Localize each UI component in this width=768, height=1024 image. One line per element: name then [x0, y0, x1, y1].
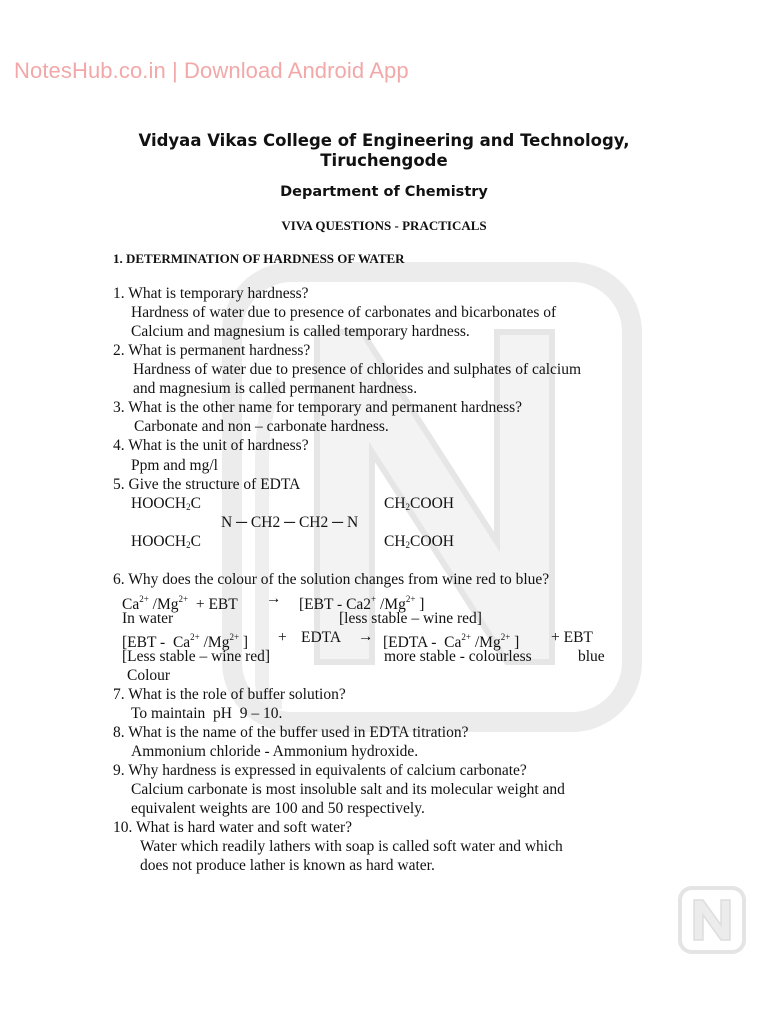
question-6: 6. Why does the colour of the solution changes from wine red to blue?	[113, 571, 550, 588]
answer-2-line2: and magnesium is called permanent hardness.	[133, 380, 418, 397]
answer-3: Carbonate and non – carbonate hardness.	[134, 418, 389, 435]
colour-label: Colour	[127, 667, 171, 684]
blue-label: blue	[578, 648, 605, 665]
department-heading: Department of Chemistry	[280, 184, 488, 200]
edta-top-left: $HOOCH_2C$	[131, 495, 201, 512]
equation-2-rhs: [EDTA - $Ca^{2+}$ $/Mg^{2+}$ ]	[383, 632, 520, 651]
less-stable-label-1: [less stable – wine red]	[339, 610, 482, 627]
equation-1-arrow: →	[266, 590, 282, 607]
answer-9-line2: equivalent weights are 100 and 50 respectively.	[131, 800, 425, 817]
question-2: 2. What is permanent hardness?	[113, 342, 311, 359]
question-10: 10. What is hard water and soft water?	[113, 819, 353, 836]
question-7: 7. What is the role of buffer solution?	[113, 686, 346, 703]
equation-1-lhs: $Ca^{2+}$ $/Mg^{2+}$ + EBT	[122, 594, 238, 613]
in-water-label: In water	[122, 610, 174, 627]
edta-bottom-left: $HOOCH_2C$	[131, 533, 201, 550]
more-stable-label: more stable - colourless	[384, 648, 532, 665]
edta-top-right: $CH_2COOH$	[384, 495, 454, 512]
watermark-text: NotesHub.co.in | Download Android App	[14, 58, 409, 83]
question-8: 8. What is the name of the buffer used in EDTA titration?	[113, 724, 469, 741]
equation-2-lhs: [$EBT - Ca^{2+}$ $/Mg^{2+}$ ]	[122, 632, 249, 651]
answer-4: Ppm and mg/l	[131, 457, 218, 474]
college-name-line2: Tiruchengode	[320, 151, 448, 170]
section-heading: 1. DETERMINATION OF HARDNESS OF WATER	[113, 251, 405, 266]
answer-2-line1: Hardness of water due to presence of chlorides and sulphates of calcium	[133, 361, 582, 378]
equation-2-ebt: + EBT	[551, 629, 593, 646]
equation-2-arrow: →	[358, 628, 374, 645]
answer-1-line1: Hardness of water due to presence of carbonates and bicarbonates of	[131, 304, 557, 321]
question-9: 9. Why hardness is expressed in equivalents of calcium carbonate?	[113, 762, 527, 779]
edta-center-chain: N ─ CH2 ─ CH2 ─ N	[221, 514, 359, 531]
question-3: 3. What is the other name for temporary and permanent hardness?	[113, 399, 523, 416]
corner-logo-icon	[676, 884, 748, 956]
equation-2-plus: +	[278, 629, 287, 646]
answer-10-line1: Water which readily lathers with soap is called soft water and which	[140, 838, 563, 855]
edta-bottom-right: $CH_2COOH$	[384, 533, 454, 550]
answer-7: To maintain pH 9 – 10.	[131, 705, 283, 722]
college-name-line1: Vidyaa Vikas College of Engineering and Technology,	[138, 131, 630, 150]
question-1: 1. What is temporary hardness?	[113, 285, 309, 302]
less-stable-label-2: [Less stable – wine red]	[122, 648, 271, 665]
question-5: 5. Give the structure of EDTA	[113, 476, 301, 493]
equation-2-edta: EDTA	[301, 629, 342, 646]
answer-9-line1: Calcium carbonate is most insoluble salt and its molecular weight and	[131, 781, 565, 798]
answer-10-line2: does not produce lather is known as hard water.	[140, 857, 435, 874]
viva-heading: VIVA QUESTIONS - PRACTICALS	[281, 218, 487, 233]
answer-1-line2: Calcium and magnesium is called temporary hardness.	[131, 323, 470, 340]
question-4: 4. What is the unit of hardness?	[113, 437, 309, 454]
answer-8: Ammonium chloride - Ammonium hydroxide.	[131, 743, 419, 760]
equation-1-rhs: [EBT - Ca2+ $/Mg^{2+}$ ]	[299, 594, 425, 613]
